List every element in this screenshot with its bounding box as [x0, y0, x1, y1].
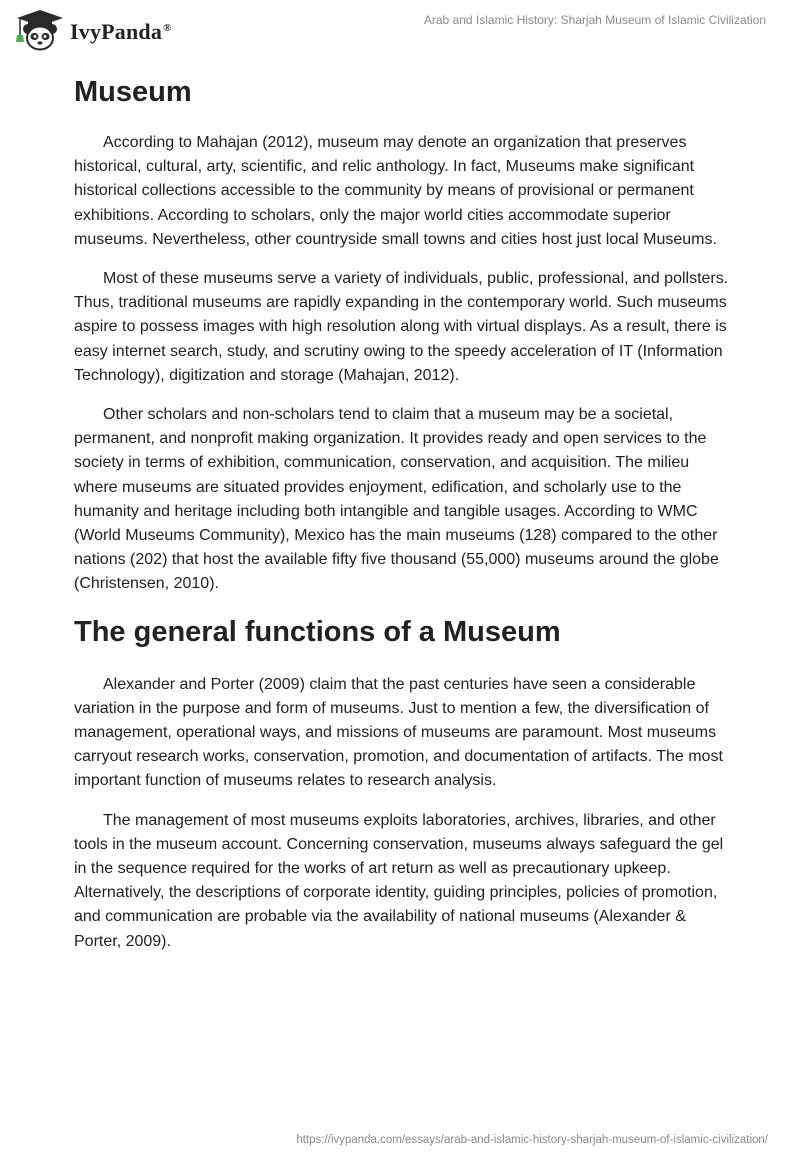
page-header [0, 0, 800, 62]
paragraph: Other scholars and non-scholars tend to claim that a museum may be a societal, permanent, and nonprofit making organization. It provides ready and open services to the society in terms of exhibition, communication, conservation, and acquisition. The milieu where museums are situated provides enjoyment, edification, and scholarly use to the humanity and heritage including both intangible and tangible usages. According to WMC (World Museums Community), Mexico has the main museums (128) compared to the other nations (202) that host the available fifty five thousand (55,000) museums around the globe (Christensen, 2010). [74, 406, 719, 593]
paragraph: Alexander and Porter (2009) claim that the past centuries have seen a considerable variation in the purpose and form of museums. Just to mention a few, the diversification of management, operational ways, and missions of museums are paramount. Most museums carryout research works, conservation, promotion, and documentation of artifacts. The most important function of museums relates to research analysis. [74, 675, 723, 790]
registered-mark: ® [163, 21, 172, 34]
essay-content [74, 70, 734, 969]
source-url-link[interactable]: https://ivypanda.com/essays/arab-and-islamic-history-sharjah-museum-of-islamic-civilization/ [296, 1134, 768, 1146]
section-heading-museum: Museum [74, 76, 192, 108]
paragraph: Most of these museums serve a variety of individuals, public, professional, and pollsters. Thus, traditional museums are rapidly expanding in the contemporary world. Such museums aspire to possess images with high resolution along with virtual displays. As a result, there is easy internet search, study, and scrutiny owing to the speedy acceleration of IT (Information Technology), digitization and storage (Mahajan, 2012). [74, 270, 729, 384]
logo-text: IvyPanda [70, 19, 163, 44]
section-heading-functions: The general functions of a Museum [74, 615, 561, 648]
ivypanda-logo[interactable] [14, 8, 172, 52]
paragraph: The management of most museums exploits laboratories, archives, libraries, and other tools in the museum account. Concerning conservation, museums always safeguard the gel in the sequence required for the works of art return as well as precautionary upkeep. Alternatively, the descriptions of corporate identity, guiding principles, policies of promotion, and communication are probable via the availability of national museums (Alexander & Porter, 2009). [74, 811, 724, 950]
panda-graduate-icon [14, 8, 66, 52]
paragraph: According to Mahajan (2012), museum may denote an organization that preserves historical, cultural, arty, scientific, and relic anthology. In fact, Museums make significant historical collections accessible to the community by means of provisional or permanent exhibitions. According to scholars, only the major world cities accommodate superior museums. Nevertheless, other countryside small towns and cities host just local Museums. [74, 134, 717, 248]
document-title: Arab and Islamic History: Sharjah Museum of Islamic Civilization [423, 13, 766, 27]
